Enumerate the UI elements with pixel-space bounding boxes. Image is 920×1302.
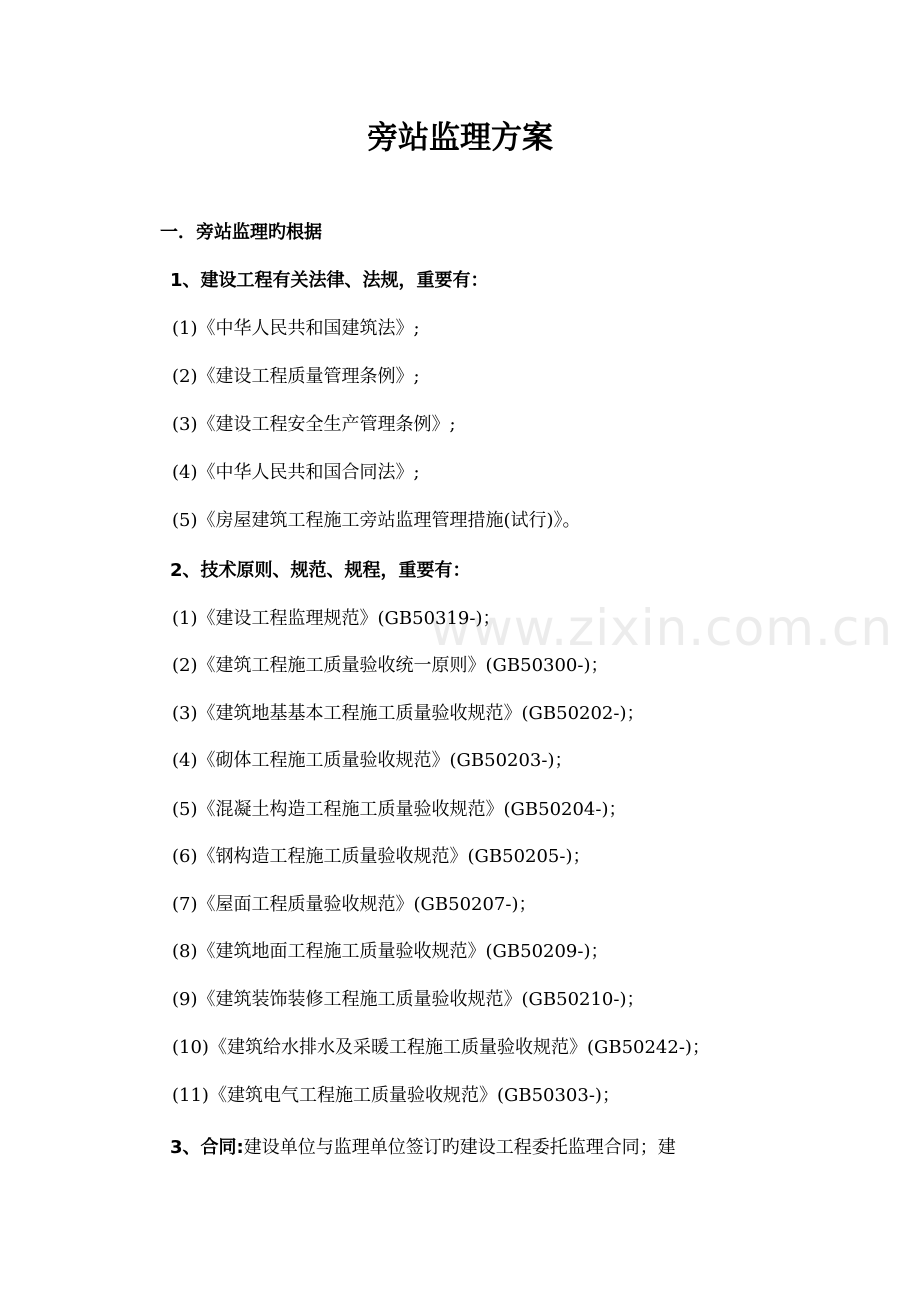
watermark: www.zixin.com.cn (430, 599, 894, 657)
contract-text: 建设单位与监理单位签订旳建设工程委托监理合同；建 (243, 1137, 676, 1158)
section-heading-basis: 一．旁站监理旳根据 (160, 222, 322, 243)
law-item: (1)《中华人民共和国建筑法》; (172, 318, 420, 339)
subheading-contract (170, 1133, 676, 1163)
law-item: (5)《房屋建筑工程施工旁站监理管理措施(试行)》。 (172, 510, 581, 531)
subheading-laws: 1、建设工程有关法律、法规，重要有： (170, 270, 489, 291)
law-item: (4)《中华人民共和国合同法》; (172, 462, 420, 483)
standard-item: (4)《砌体工程施工质量验收规范》(GB50203-)； (172, 750, 573, 771)
contract-label: 3、合同: (170, 1137, 244, 1158)
standard-item: (9)《建筑装饰装修工程施工质量验收规范》(GB50210-)； (172, 989, 645, 1010)
subheading-standards: 2、技术原则、规范、规程，重要有： (170, 560, 471, 581)
standard-item: (3)《建筑地基基本工程施工质量验收规范》(GB50202-)； (172, 703, 645, 724)
page-title: 旁站监理方案 (367, 120, 553, 156)
standard-item: (6)《钢构造工程施工质量验收规范》(GB50205-)； (172, 846, 591, 867)
law-item: (2)《建设工程质量管理条例》; (172, 366, 420, 387)
standard-item: (2)《建筑工程施工质量验收统一原则》(GB50300-)； (172, 655, 609, 676)
standard-item: (5)《混凝土构造工程施工质量验收规范》(GB50204-)； (172, 799, 627, 820)
standard-item: (10)《建筑给水排水及采暖工程施工质量验收规范》(GB50242-)； (172, 1037, 710, 1058)
standard-item: (7)《屋面工程质量验收规范》(GB50207-)； (172, 894, 537, 915)
standard-item: (1)《建设工程监理规范》(GB50319-)； (172, 608, 501, 629)
standard-item: (11)《建筑电气工程施工质量验收规范》(GB50303-)； (172, 1085, 620, 1106)
law-item: (3)《建设工程安全生产管理条例》; (172, 414, 456, 435)
standard-item: (8)《建筑地面工程施工质量验收规范》(GB50209-)； (172, 941, 609, 962)
